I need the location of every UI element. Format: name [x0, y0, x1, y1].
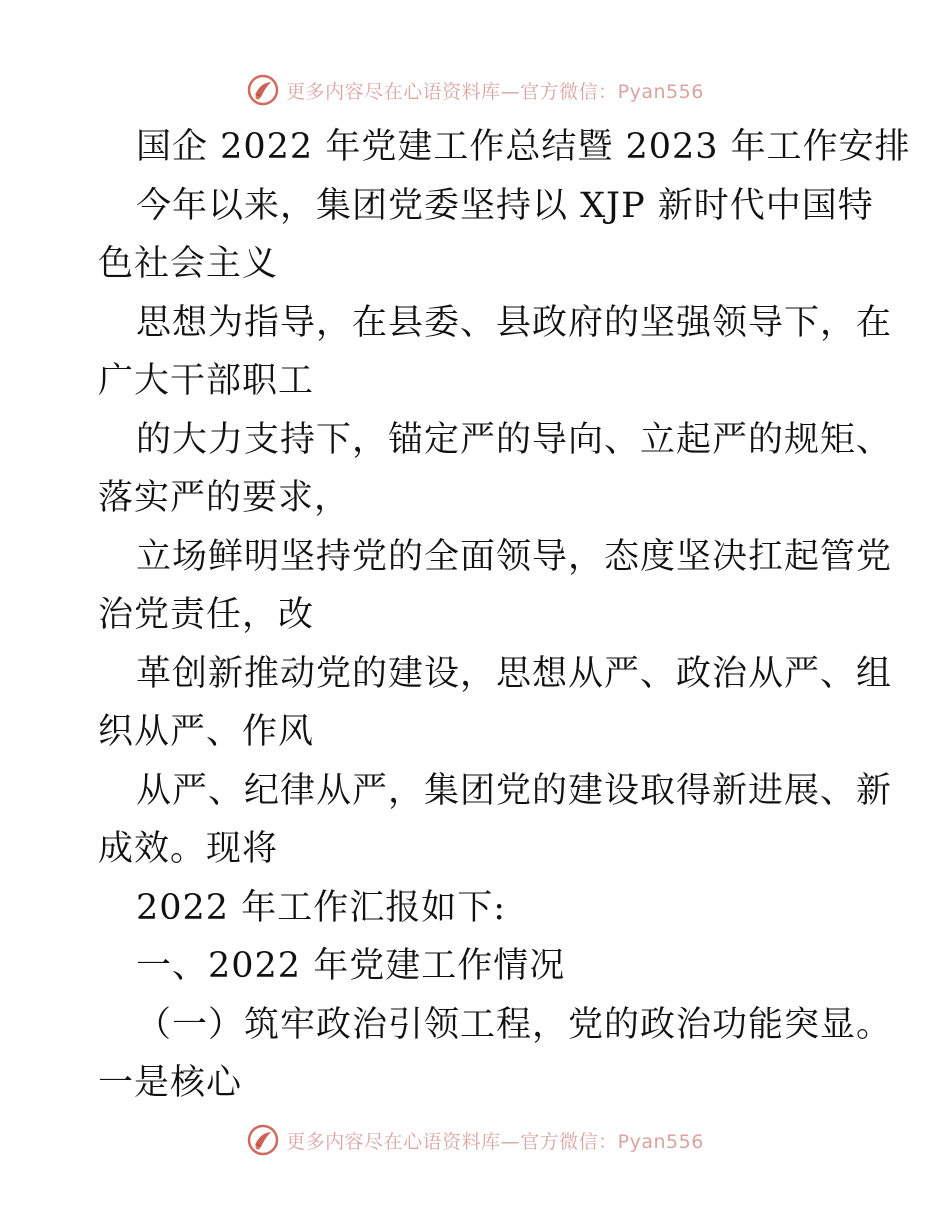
header-watermark	[0, 70, 950, 110]
paragraph-line: 2022 年工作汇报如下:	[136, 887, 506, 928]
document-body	[98, 118, 911, 1113]
paragraph-line: 广大干部职工	[98, 361, 315, 401]
brush-seal-logo-icon	[246, 1123, 280, 1157]
section-heading: 一、2022 年党建工作情况	[136, 946, 566, 986]
paragraph-line: 色社会主义	[98, 244, 279, 284]
paragraph-line: 一是核心	[98, 1063, 243, 1103]
brush-seal-logo-icon	[246, 73, 280, 107]
footer-watermark	[0, 1120, 950, 1160]
header-watermark-text: 更多内容尽在心语资料库—官方微信：Pyan556	[286, 80, 704, 103]
paragraph-line: 革创新推动党的建设，思想从严、政治从严、组	[136, 653, 893, 694]
footer-watermark-text: 更多内容尽在心语资料库—官方微信：Pyan556	[286, 1130, 704, 1153]
document-title: 国企 2022 年党建工作总结暨 2023 年工作安排	[136, 127, 911, 167]
paragraph-line: 立场鲜明坚持党的全面领导，态度坚决扛起管党	[136, 536, 893, 577]
paragraph-line: 的大力支持下，锚定严的导向、立起严的规矩、	[136, 419, 893, 460]
paragraph-line: 治党责任，改	[98, 595, 315, 635]
subsection-heading: （一）筑牢政治引领工程，党的政治功能突显。	[136, 1004, 893, 1045]
paragraph-line: 思想为指导，在县委、县政府的坚强领导下，在	[136, 302, 893, 343]
paragraph-line: 织从严、作风	[98, 712, 315, 752]
paragraph-line: 今年以来，集团党委坚持以 XJP 新时代中国特	[136, 185, 874, 226]
paragraph-line: 从严、纪律从严，集团党的建设取得新进展、新	[136, 770, 893, 811]
paragraph-line: 成效。现将	[98, 829, 279, 869]
paragraph-line: 落实严的要求，	[98, 478, 351, 518]
